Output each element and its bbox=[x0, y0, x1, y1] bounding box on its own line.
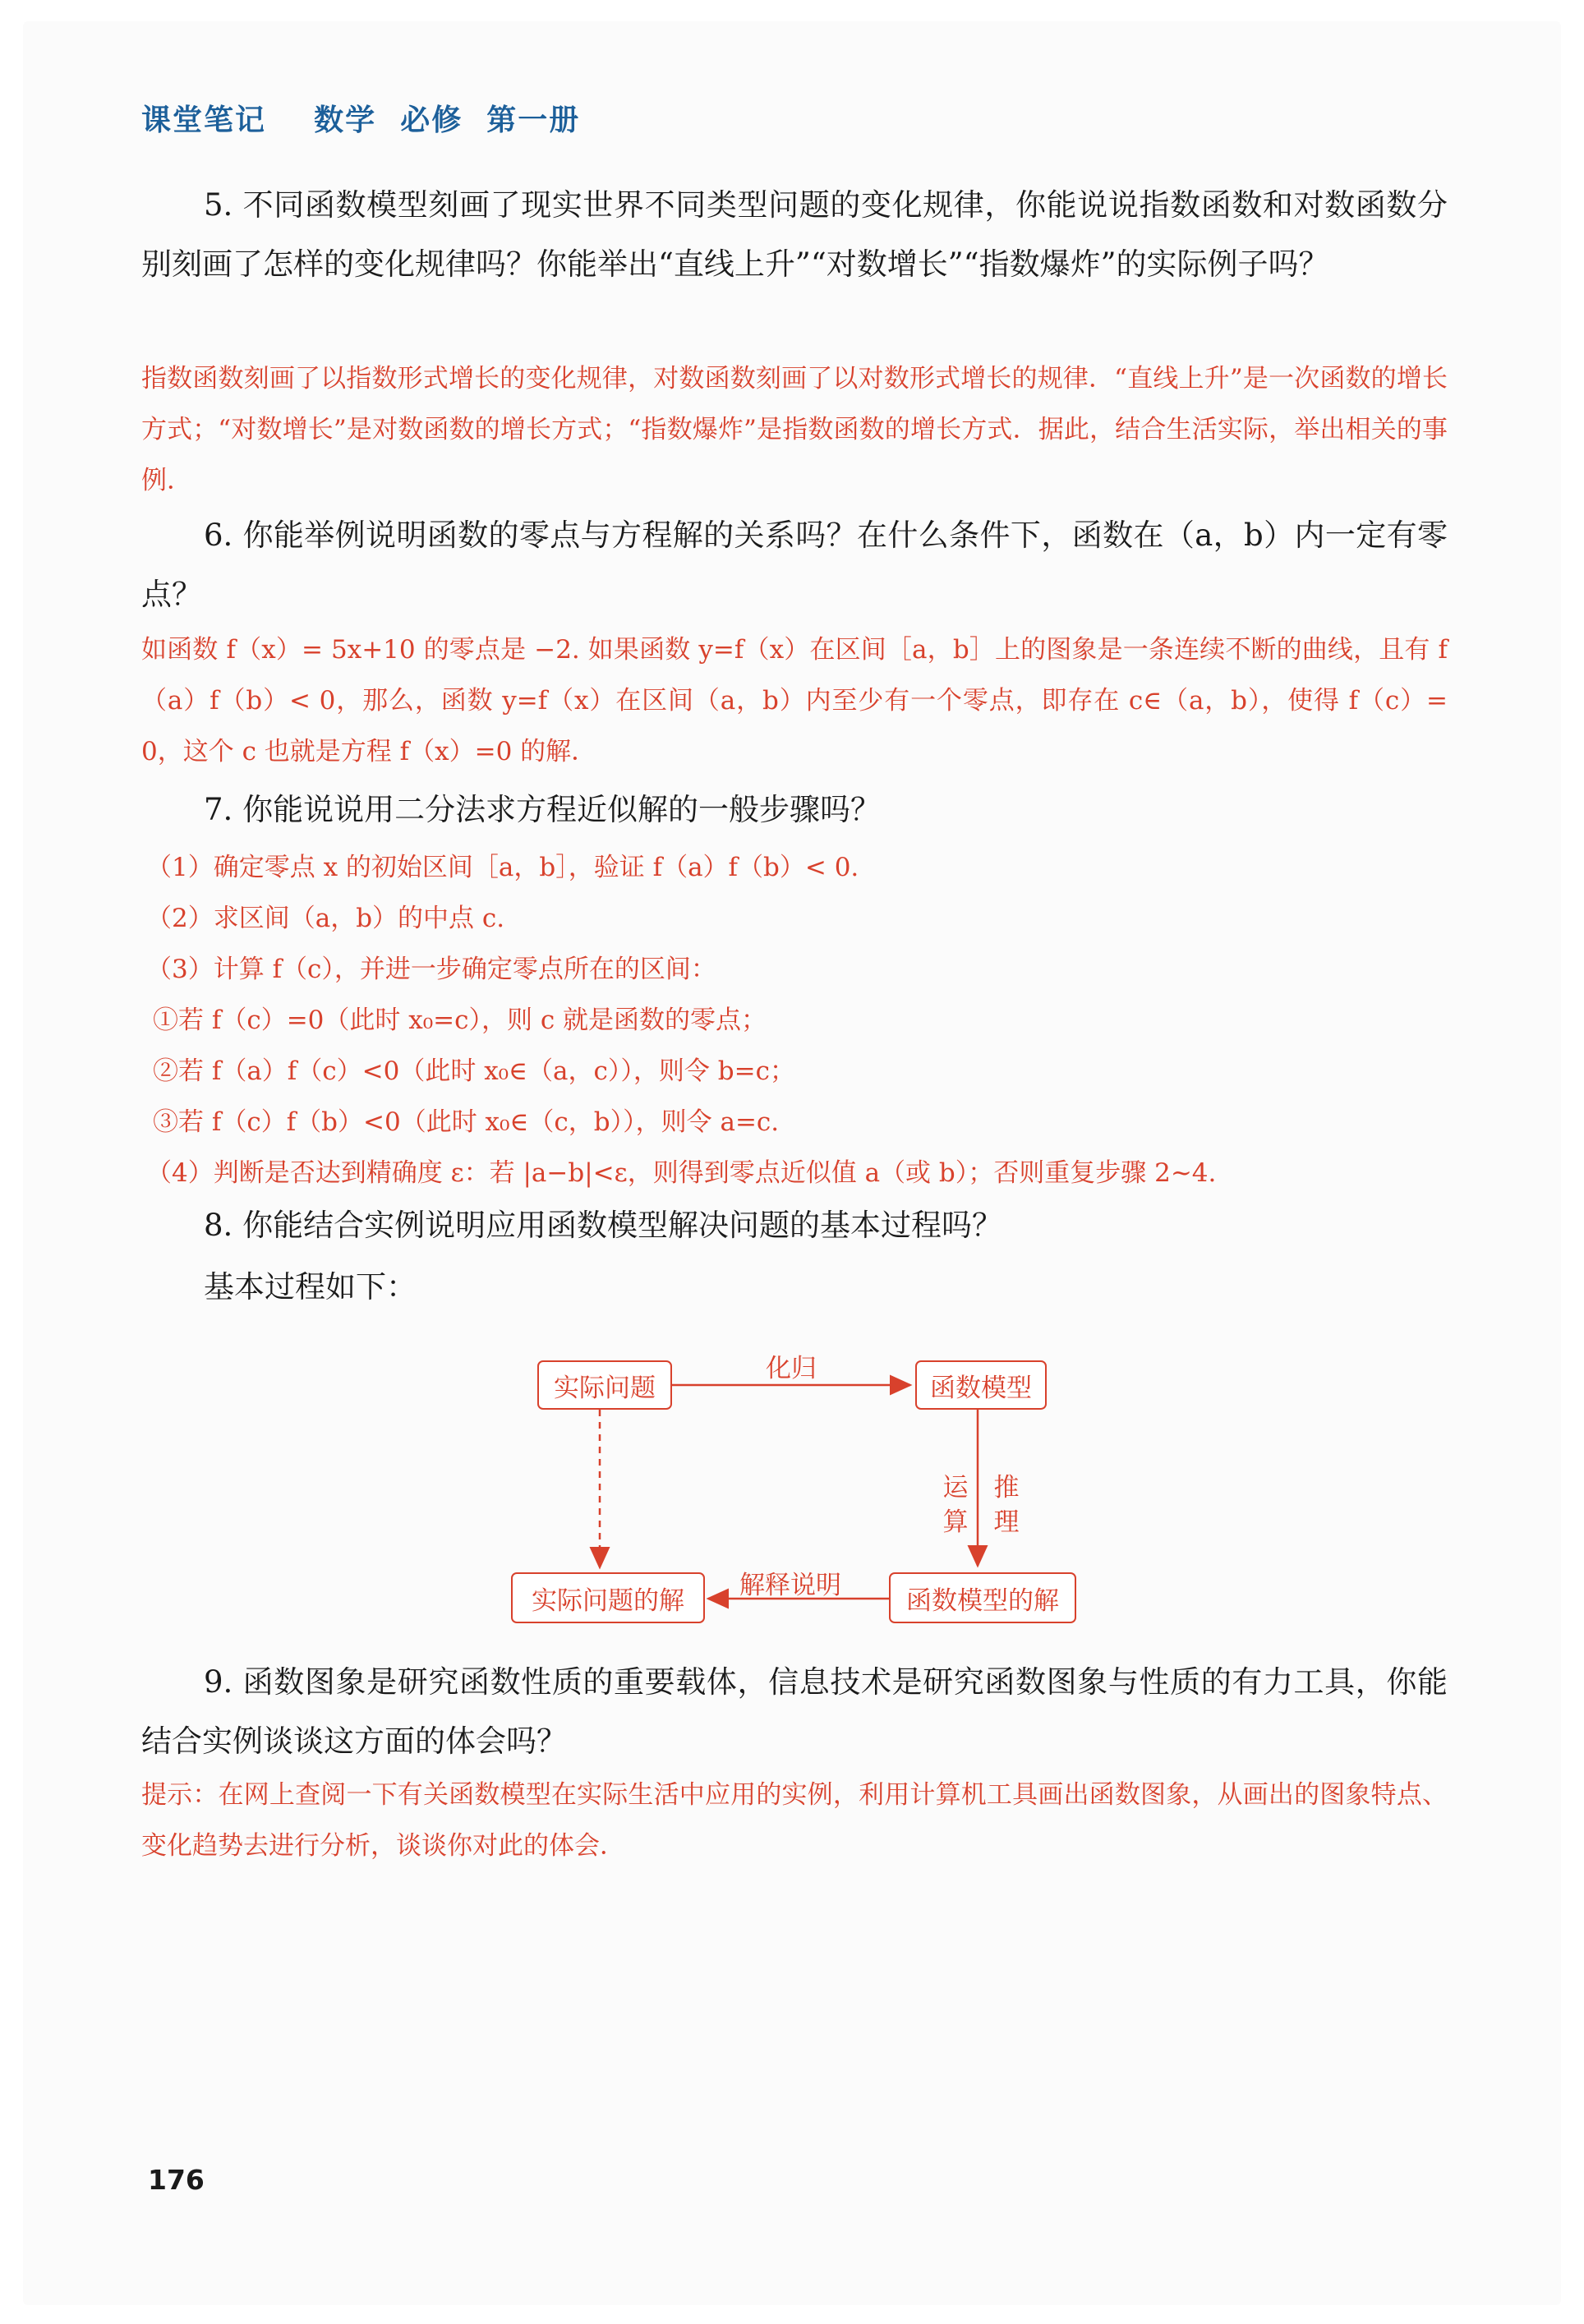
step-1: （1）确定零点 x 的初始区间［a，b］，验证 f（a）f（b）< 0. bbox=[146, 853, 859, 882]
label-compute: 运算 bbox=[942, 1473, 969, 1537]
label-explain: 解释说明 bbox=[739, 1571, 841, 1600]
question-7: 7. 你能说说用二分法求方程近似解的一般步骤吗？ bbox=[204, 792, 882, 827]
step-3: （3）计算 f（c），并进一步确定零点所在的区间： bbox=[146, 955, 716, 984]
box-real-problem: 实际问题 bbox=[537, 1360, 672, 1410]
question-5: 5. 不同函数模型刻画了现实世界不同类型问题的变化规律，你能说说指数函数和对数函数分别刻画了怎样的变化规律吗？你能举出“直线上升”“对数增长”“指数爆炸”的实际例子吗？ bbox=[141, 187, 1448, 282]
answer-9: 提示：在网上查阅一下有关函数模型在实际生活中应用的实例，利用计算机工具画出函数图象，从画出的图象特点、变化趋势去进行分析，谈谈你对此的体会． bbox=[141, 1780, 1448, 1861]
page-number: 176 bbox=[148, 2164, 205, 2196]
answer-5: 指数函数刻画了以指数形式增长的变化规律，对数函数刻画了以对数形式增长的规律．“直线上升”是一次函数的增长方式；“对数增长”是对数函数的增长方式；“指数爆炸”是指数函数的增长方式．据此，结合生活实际，举出相关的事例． bbox=[141, 364, 1448, 495]
step-3-case-1: ①若 f（c）=0（此时 x₀=c），则 c 就是函数的零点； bbox=[153, 1006, 767, 1035]
box-model-solution: 函数模型的解 bbox=[889, 1572, 1076, 1623]
step-3-case-3: ③若 f（c）f（b）<0（此时 x₀∈（c，b）），则令 a=c. bbox=[153, 1107, 780, 1137]
label-infer: 推理 bbox=[993, 1473, 1020, 1537]
step-4: （4）判断是否达到精确度 ε：若 |a−b|<ε，则得到零点近似值 a（或 b）；否则重复步骤 2~4. bbox=[146, 1158, 1217, 1188]
label-reduce: 化归 bbox=[766, 1354, 817, 1383]
answer-6: 如函数 f（x）= 5x+10 的零点是 −2. 如果函数 y=f（x）在区间［a，b］上的图象是一条连续不断的曲线，且有 f（a）f（b）< 0，那么，函数 y=f（x）在区间（a，b）内至少有一个零点，即存在 c∈（a，b），使得 f（c）= 0，这个 c 也就是方程 f（x）=0 的解． bbox=[141, 635, 1448, 766]
step-2: （2）求区间（a，b）的中点 c. bbox=[146, 904, 505, 933]
step-3-case-2: ②若 f（a）f（c）<0（此时 x₀∈（a，c）），则令 b=c； bbox=[153, 1056, 795, 1086]
question-6: 6. 你能举例说明函数的零点与方程解的关系吗？在什么条件下，函数在（a，b）内一定有零点？ bbox=[141, 518, 1448, 612]
header-book: 课堂笔记 bbox=[141, 104, 267, 137]
flow-intro: 基本过程如下： bbox=[204, 1269, 417, 1305]
box-function-model: 函数模型 bbox=[915, 1360, 1047, 1410]
box-problem-solution: 实际问题的解 bbox=[511, 1572, 705, 1623]
question-9: 9. 函数图象是研究函数性质的重要载体，信息技术是研究函数图象与性质的有力工具，你能结合实例谈谈这方面的体会吗？ bbox=[141, 1664, 1448, 1759]
header-subject: 数学 必修 第一册 bbox=[314, 104, 581, 137]
question-8: 8. 你能结合实例说明应用函数模型解决问题的基本过程吗？ bbox=[204, 1208, 1003, 1243]
